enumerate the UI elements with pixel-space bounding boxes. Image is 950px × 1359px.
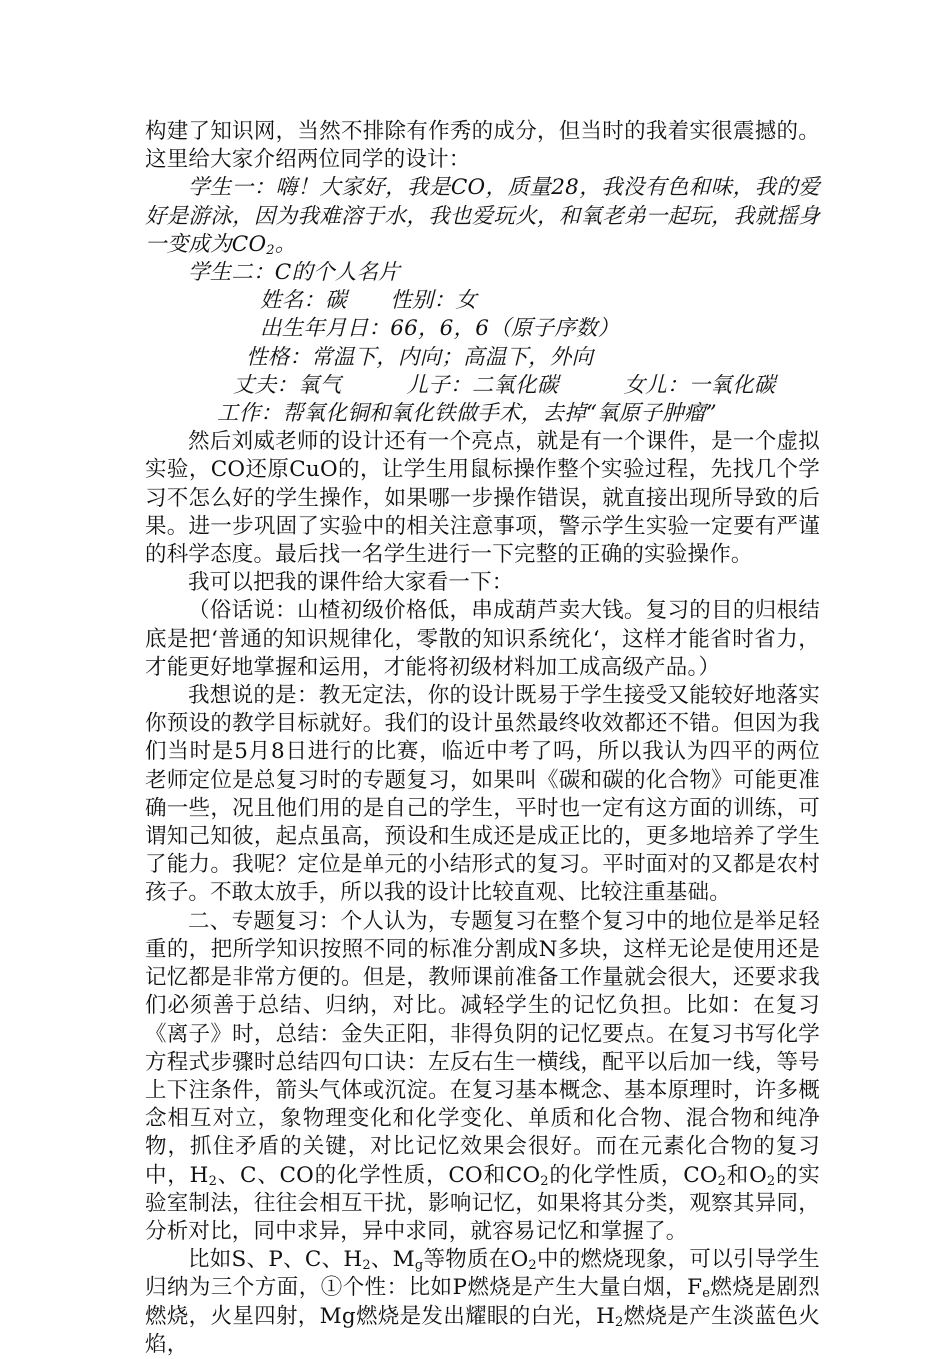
subscript: 2 — [766, 1173, 776, 1189]
subscript: 2 — [615, 1314, 624, 1330]
card-birth-line: 出生年月日：66，6，6（原子序数） — [260, 316, 620, 342]
text-run: 中的燃烧现象，可以引导学生归纳为三个方面，①个性：比如P燃烧是产生大量白烟，F — [145, 1247, 820, 1301]
paragraph-topic-review — [145, 908, 820, 1246]
card-family-line: 丈夫：氧气 儿子：二氧化碳 女儿：一氧化碳 — [233, 372, 776, 398]
text-run: 、M — [370, 1247, 415, 1273]
text-run: 燃烧是剧烈燃烧，火星四射，Mg燃烧是发出耀眼的白光，H — [145, 1275, 820, 1329]
card-name-line: 姓名：碳 性别：女 — [260, 288, 478, 314]
text-run: 二、专题复习：个人认为，专题复习在整个复习中的地位是举足轻重的，把所学知识按照不同的标准分割成N多块，这样无论是使用还是记忆都是非常方便的。但是，教师课前准备工作量就会很大，还要求我们必须善于总结、归纳，对比。减轻学生的记忆负担。比如：在复习《离子》时，总结：金失正阳，非得负阴的记忆要点。在复习书写化学方程式步骤时总结四句口诀：左反右生一横线，配平以后加一线，等号上下注条件，箭头气体或沉淀。在复习基本概念、基本原理时，许多概念相互对立，象物理变化和化学变化、单质和化合物、混合物和纯净物，抓住矛盾的关键，对比记忆效果会很好。而在元素化合物的复习中，H — [145, 908, 820, 1188]
text-run: 、C、CO的化学性质，CO和CO — [217, 1162, 541, 1188]
text-run: 燃烧是产生淡蓝色火焰， — [145, 1303, 820, 1357]
text-run: 和O — [726, 1162, 767, 1188]
card-job-line: 工作：帮氧化铜和氧化铁做手术，去掉“氧原子肿瘤” — [217, 401, 717, 427]
card-character-line: 性格：常温下，内向；高温下，外向 — [246, 344, 594, 370]
paragraph-show-courseware: 我可以把我的课件给大家看一下： — [188, 570, 514, 596]
subscript: 2 — [362, 1258, 371, 1274]
student-one-speech: 嗨！大家好，我是CO，质量28，我没有色和味，我的爱好是游泳，因为我难溶于水，我也爱玩火，和氧老弟一起玩，我就摇身一变成为CO — [145, 175, 820, 257]
subscript: 2 — [208, 1173, 218, 1189]
paragraph-student-two: 学生二：C的个人名片 — [188, 260, 400, 286]
text-run: 的实验室制法，往往会相互干扰，影响记忆，如果将其分类，观察其异同，分析对比，同中求异，异中求同，就容易记忆和掌握了。 — [145, 1162, 820, 1244]
subscript: 2 — [266, 242, 275, 258]
paragraph-combustion — [145, 1246, 820, 1359]
name-card — [145, 287, 820, 428]
text-run: 等物质在O — [423, 1247, 529, 1273]
paragraph-opinion: 我想说的是：教无定法，你的设计既易于学生接受又能较好地落实你预设的教学目标就好。我们的设计虽然最终收效都还不错。但因为我们当时是5月8日进行的比赛，临近中考了吗，所以我认为四平的两位老师定位是总复习时的专题复习，如果叫《碳和碳的化合物》可能更准确一些，况且他们用的是自己的学生，平时也一定有这方面的训练，可谓知己知彼，起点虽高，预设和生成还是成正比的，更多地培养了学生了能力。我呢？定位是单元的小结形式的复习。平时面对的又都是农村孩子。不敢太放手，所以我的设计比较直观、比较注重基础。 — [145, 683, 820, 906]
subscript: e — [702, 1286, 711, 1302]
body-text — [145, 118, 820, 1359]
subscript: g — [414, 1258, 424, 1274]
student-one-label: 学生一： — [188, 175, 276, 201]
text-run: 比如S、P、C、H — [188, 1247, 363, 1273]
paragraph-saying: （俗话说：山楂初级价格低，串成葫芦卖大钱。复习的目的归根结底是把‘普通的知识规律化，零散的知识系统化‘，这样才能省时省力，才能更好地掌握和运用，才能将初级材料加工成高级产品。） — [145, 598, 820, 680]
punctuation: 。 — [274, 231, 297, 257]
subscript: 2 — [717, 1173, 727, 1189]
subscript: 2 — [540, 1173, 549, 1189]
paragraph-student-one — [145, 174, 820, 259]
text-run: 的化学性质，CO — [548, 1162, 718, 1188]
paragraph-courseware: 然后刘威老师的设计还有一个亮点，就是有一个课件，是一个虚拟实验，CO还原CuO的，让学生用鼠标操作整个实验过程，先找几个学习不怎么好的学生操作，如果哪一步操作错误，就直接出现所导致的后果。进一步巩固了实验中的相关注意事项，警示学生实验一定要有严谨的科学态度。最后找一名学生进行一下完整的正确的实验操作。 — [145, 429, 820, 568]
paragraph-intro: 构建了知识网，当然不排除有作秀的成分，但当时的我着实很震撼的。这里给大家介绍两位同学的设计： — [145, 119, 820, 173]
subscript: 2 — [528, 1258, 537, 1274]
